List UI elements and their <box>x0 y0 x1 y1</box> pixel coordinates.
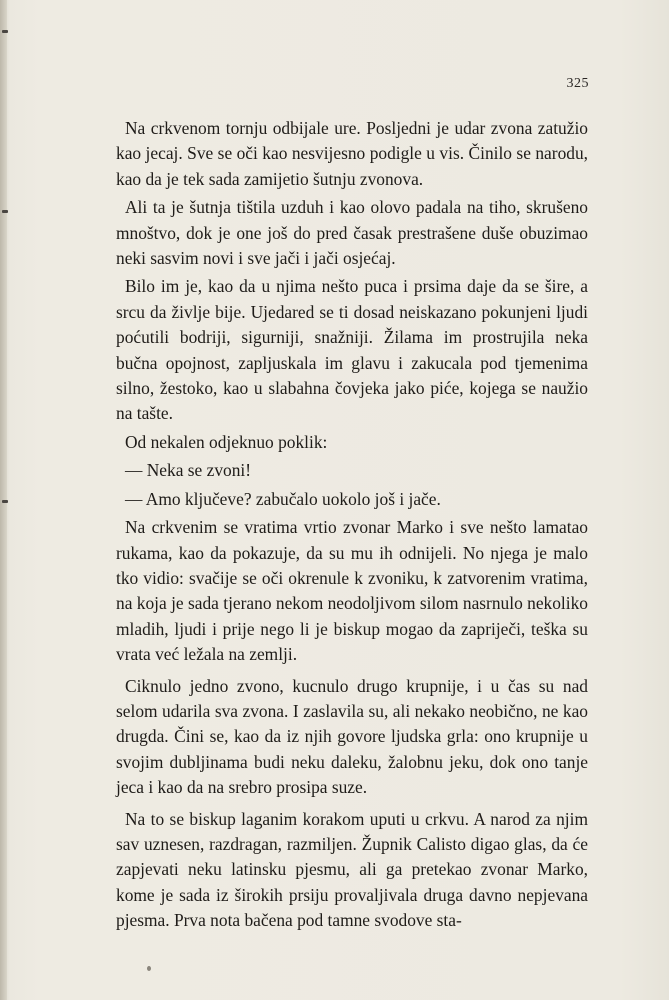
margin-mark <box>2 30 8 33</box>
paragraph: Na to se biskup laganim korakom uputi u crkvu. A narod za njim sav uznesen, razdragan, razmiljen. Župnik Calisto digao glas, da će zapjevati neku latinsku pjesmu, ali ga pretekao zvonar Marko, kome je sada iz širokih prsiju provaljivala druga davno nepjevana pjesma. Prva nota bačena pod tamne svodove sta- <box>116 808 588 931</box>
page-speck <box>147 966 151 971</box>
paragraph: Ali ta je šutnja tištila uzduh i kao olovo padala na tiho, skrušeno mnoštvo, dok je one još do pred časak prestrašene duše obuzimao neki sasvim novi i sve jači i jači osjećaj. <box>116 197 588 269</box>
paragraph: Od nekalen odjeknuo poklik: <box>125 431 328 452</box>
body-text <box>116 116 588 937</box>
paragraph: Na crkvenom tornju odbijale ure. Posljedni je udar zvona zatužio kao jecaj. Sve se oči kao nesvijesno podigle u vis. Činilo se narodu, kao da je tek sada zamijetio šutnju zvonova. <box>116 118 588 189</box>
paragraph: — Neka se zvoni! <box>125 460 252 481</box>
paragraph: Bilo im je, kao da u njima nešto puca i prsima daje da se šire, a srcu da življe bije. Ujedared se ti dosad neiskazano pokunjeni ljudi poćutili bodriji, sigurniji, snažniji. Žilama im prostrujila neka bučna opojnost, zapljuskala im glavu i zakucala pod tjemenima silno, žestoko, kao u slabahna čovjeka jako piće, kojega se naužio na tašte. <box>116 276 588 424</box>
paragraph: Ciknulo jedno zvono, kucnulo drugo krupnije, i u čas su nad selom udarila sva zvona. I zaslavila su, ali nekako neobično, ne kao drugda. Čini se, kao da iz njih govore ljudska grla: ono krupnije u svojim dubljinama budi neku daleku, žalobnu jeku, dok ono tanje jeca i kao da na srebro prosipa suze. <box>116 675 588 798</box>
page-number: 325 <box>566 76 589 91</box>
paragraph: — Amo ključeve? zabučalo uokolo još i jače. <box>125 488 441 509</box>
margin-mark <box>2 500 8 503</box>
paragraph: Na crkvenim se vratima vrtio zvonar Marko i sve nešto lamatao rukama, kao da pokazuje, da su mu ih odnijeli. No njega je malo tko vidio: svačije se oči okrenule k zvoniku, k zatvorenim vratima, na koja je sada tjerano nekom neodoljivom silom nasrnulo nekoliko mladih, ljudi i prije nego li je biskup mogao da zapriječi, teška su vrata već ležala na zemlji. <box>116 517 588 665</box>
margin-mark <box>2 210 8 213</box>
